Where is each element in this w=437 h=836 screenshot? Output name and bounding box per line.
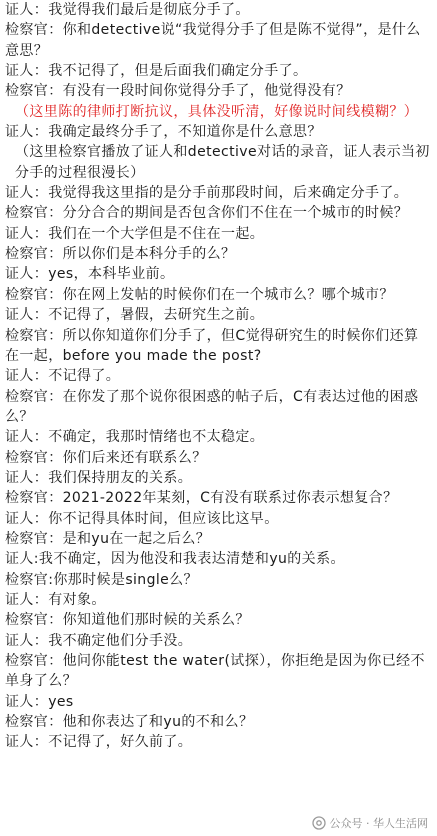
watermark-text: 公众号 · 华人生活网 bbox=[329, 817, 428, 830]
transcript-line: 证人：我确定最终分手了，不知道你是什么意思？ bbox=[5, 124, 322, 141]
transcript-line: 检察官：2021-2022年某刻，C有没有联系过你表示想复合？ bbox=[5, 490, 398, 507]
transcript-line: 检察官：所以你们是本科分手的么？ bbox=[5, 246, 236, 263]
transcript-line: 证人：不记得了，暑假，去研究生之前。 bbox=[5, 307, 265, 324]
transcript-note: （这里检察官播放了证人和detective对话的录音，证人表示当初分手的过程很漫长） bbox=[15, 144, 430, 181]
transcript-line: 证人：yes bbox=[5, 693, 74, 710]
transcript-line: 检察官：他问你能test the water(试探），你拒绝是因为你已经不单身了么？ bbox=[5, 653, 425, 690]
transcript-document bbox=[5, 0, 431, 753]
transcript-line: 证人：yes，本科毕业前。 bbox=[5, 266, 175, 283]
transcript-line: 证人：我们在一个大学但是不住在一起。 bbox=[5, 225, 265, 242]
transcript-line: 检察官:你那时候是single么？ bbox=[5, 571, 198, 588]
transcript-line: 检察官：是和yu在一起之后么？ bbox=[5, 530, 211, 547]
transcript-line: 检察官：他和你表达了和yu的不和么？ bbox=[5, 714, 254, 731]
transcript-line: 证人：我不确定他们分手没。 bbox=[5, 632, 193, 649]
transcript-line: 证人：不记得了。 bbox=[5, 368, 121, 385]
transcript-line: 证人：我觉得我这里指的是分手前那段时间，后来确定分手了。 bbox=[5, 185, 409, 202]
transcript-line: 检察官：你在网上发帖的时候你们在一个城市么？哪个城市？ bbox=[5, 286, 394, 303]
transcript-line: 证人：你不记得具体时间，但应该比这早。 bbox=[5, 510, 279, 527]
transcript-line: 检察官：你知道他们那时候的关系么？ bbox=[5, 612, 250, 629]
transcript-line: 检察官：有没有一段时间你觉得分手了，他觉得没有？ bbox=[5, 83, 351, 100]
transcript-line: 检察官：分分合合的期间是否包含你们不住在一个城市的时候？ bbox=[5, 205, 409, 222]
transcript-line: 证人：有对象。 bbox=[5, 591, 106, 608]
transcript-line: 证人：我不记得了，但是后面我们确定分手了。 bbox=[5, 63, 308, 80]
transcript-line: 证人:我不确定，因为他没和我表达清楚和yu的关系。 bbox=[5, 551, 345, 568]
watermark bbox=[309, 814, 432, 832]
transcript-line: 检察官：在你发了那个说你很困惑的帖子后，C有表达过他的困惑么？ bbox=[5, 388, 419, 425]
transcript-line: 检察官：你们后来还有联系么？ bbox=[5, 449, 207, 466]
wechat-official-account-icon bbox=[312, 816, 326, 830]
transcript-line: 证人：不记得了，好久前了。 bbox=[5, 734, 193, 751]
transcript-line: 证人：不确定，我那时情绪也不太稳定。 bbox=[5, 429, 265, 446]
transcript-line: 检察官：所以你知道你们分手了，但C觉得研究生的时候你们还算在一起，before you made the post? bbox=[5, 327, 419, 364]
transcript-note: （这里陈的律师打断抗议，具体没听清，好像说时间线模糊？） bbox=[15, 103, 419, 120]
transcript-line: 证人：我觉得我们最后是彻底分手了。 bbox=[5, 2, 250, 18]
transcript-line: 证人：我们保持朋友的关系。 bbox=[5, 469, 193, 486]
transcript-line: 检察官：你和detective说“我觉得分手了但是陈不觉得”，是什么意思？ bbox=[5, 22, 421, 59]
